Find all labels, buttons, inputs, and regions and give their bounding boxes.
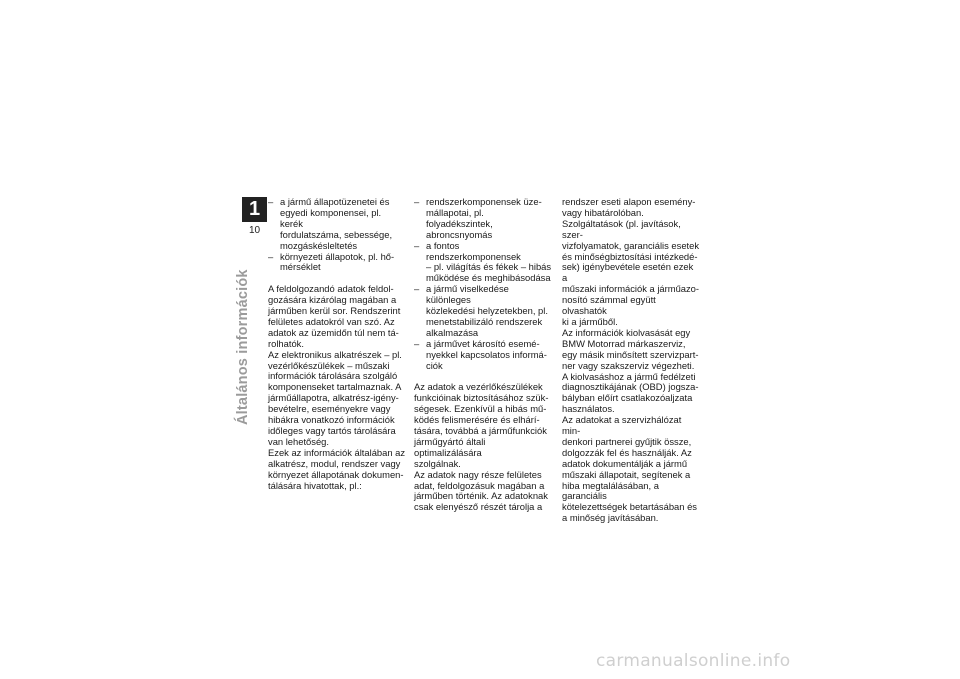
bullet-item: – a jármű viselkedése különleges közlekedési helyzetekben, pl. menetstabilizáló rendszerek alkalmazása (414, 284, 552, 339)
page-number: 10 (248, 225, 261, 236)
section-title: Általános információk (235, 269, 251, 425)
paragraph: Az adatok nagy része felületes adat, feldolgozásuk magában a járműben történik. Az adatoknak csak elenyésző részét tárolja a (414, 468, 548, 513)
paragraph: Az adatok a vezérlőkészülékek funkcióinak biztosításához szük- ségesek. Ezenkívül a hibás mű- ködés felismerésére és elhárí- tására, továbbá a járműfunkciók járműgyártó általi optimalizálására szolgálnak. (414, 381, 549, 469)
paragraph: rendszer eseti alapon esemény- vagy hibatárolóban. (562, 196, 696, 218)
chapter-number: 1 (242, 197, 267, 222)
paragraph: Ezek az információk általában az alkatrész, modul, rendszer vagy környezet állapotának dokumen- tálására hivatottak, pl.: (268, 446, 406, 491)
bullet-item: – rendszerkomponensek üze- mállapotai, pl. folyadékszintek, abroncsnyomás (414, 197, 552, 241)
bullet-item: – a fontos rendszerkomponensek – pl. világítás és fékek – hibás működése és meghibásodása (414, 241, 552, 285)
bullet-item: – a járművet károsító esemé- nyekkel kapcsolatos informá- ciók (414, 339, 552, 372)
watermark: carmanualsonline.info (596, 651, 791, 671)
text-column-1 (268, 197, 406, 491)
paragraph: Szolgáltatások (pl. javítások, szer- vizfolyamatok, garanciális esetek és minőségbiztosítási intézkedé- sek) igénybevétele esetén ezek a műszaki információk a járműazo- nosító számmal együtt olvashatók ki a járműből. (562, 217, 700, 327)
paragraph: A feldolgozandó adatok feldol- gozására kizárólag magában a járműben kerül sor. Rendszerint felületes adatokról van szó. Az adatok az üzemidőn túl nem tá- rolhatók. (268, 283, 401, 349)
paragraph: Az adatokat a szervizhálózat min- denkori partnerei gyűjtik össze, dolgozzák fel és használják. Az adatok dokumentálják a jármű műszaki állapotait, segítenek a hiba megtalálásában, a garanciális kötelezettségek betartásában és a minőség javításában. (562, 414, 697, 524)
bullet-item: – a jármű állapotüzenetei és egyedi komponensei, pl. kerék fordulatszáma, sebessége, mozgáskésleltetés (268, 197, 406, 252)
paragraph: Az információk kiolvasását egy BMW Motorrad márkaszerviz, egy másik minősített szervizpart- ner vagy szakszerviz végezheti. (562, 326, 699, 371)
text-column-2 (414, 197, 552, 513)
bullet-item: – környezeti állapotok, pl. hő- mérséklet (268, 252, 406, 274)
paragraph: A kiolvasáshoz a jármű fedélzeti diagnosztikájának (OBD) jogsza- bályban előírt csatlakozóaljzata használatos. (562, 370, 699, 415)
text-column-3 (562, 197, 700, 524)
paragraph: Az elektronikus alkatrészek – pl. vezérlőkészülékek – műszaki információk tárolására szolgáló komponenseket tartalmaznak. A járműállapotra, alkatrész-igény- bevételre, eseményekre vagy hibákra vonatkozó információk időleges vagy tartós tárolására van lehetőség. (268, 348, 402, 447)
chapter-tab (242, 197, 267, 241)
